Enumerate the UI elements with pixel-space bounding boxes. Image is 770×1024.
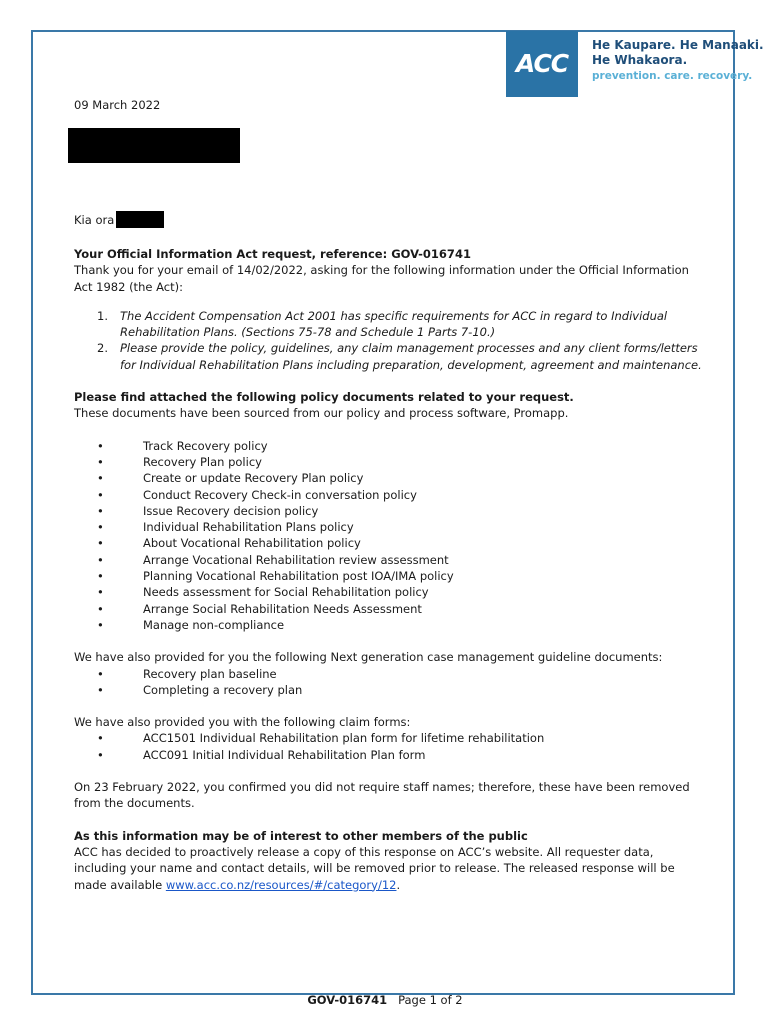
list-number: 1. bbox=[97, 308, 108, 323]
bullet-icon: • bbox=[97, 487, 104, 502]
bullet-icon: • bbox=[97, 471, 104, 486]
list-item bbox=[74, 747, 704, 763]
bullet-icon: • bbox=[97, 438, 104, 453]
list-item-text: ACC1501 Individual Rehabilitation plan form for lifetime rehabilitation bbox=[143, 731, 545, 746]
list-item bbox=[74, 730, 704, 746]
list-item-text: Arrange Social Rehabilitation Needs Assessment bbox=[143, 601, 422, 616]
intro-paragraph: Thank you for your email of 14/02/2022, asking for the following information under the Official Information Act 1982 (the Act): bbox=[74, 263, 689, 294]
bullet-icon: • bbox=[97, 454, 104, 469]
list-item-text: The Accident Compensation Act 2001 has specific requirements for ACC in regard to Individual Rehabilitation Plans. (Sections 75-78 and Schedule 1 Parts 7-10.) bbox=[120, 308, 668, 340]
acc-website-link[interactable]: www.acc.co.nz/resources/#/category/12 bbox=[165, 877, 397, 892]
list-item-text: Please provide the policy, guidelines, any claim management processes and any client forms/letters for Individual Rehabilitation Plans including preparation, development, agreement and maintenance. bbox=[120, 341, 702, 372]
guideline-list bbox=[74, 666, 704, 699]
staff-names-paragraph: On 23 February 2022, you confirmed you did not require staff names; therefore, these have been removed from the documents. bbox=[74, 780, 690, 811]
list-item-text: Recovery Plan policy bbox=[143, 454, 262, 469]
list-item bbox=[74, 308, 704, 341]
list-item bbox=[74, 552, 704, 568]
bullet-icon: • bbox=[97, 666, 104, 681]
footer-reference: GOV-016741 bbox=[307, 993, 388, 1007]
list-number: 2. bbox=[97, 341, 108, 356]
list-item bbox=[74, 487, 704, 503]
list-item-text: Issue Recovery decision policy bbox=[143, 503, 319, 518]
bullet-icon: • bbox=[97, 552, 104, 567]
bullet-icon: • bbox=[97, 617, 104, 632]
policy-intro: These documents have been sourced from our policy and process software, Promapp. bbox=[74, 406, 569, 421]
tagline bbox=[592, 38, 764, 84]
public-text: ACC has decided to proactively release a copy of this response on ACC’s website. All requester data, including your name and contact details, will be removed prior to release. The released response will be made available bbox=[74, 844, 675, 892]
list-item bbox=[74, 470, 704, 486]
tagline-line3: prevention. care. recovery. bbox=[592, 70, 753, 82]
list-item-text: Completing a recovery plan bbox=[143, 682, 303, 697]
bullet-icon: • bbox=[97, 585, 104, 600]
bullet-icon: • bbox=[97, 601, 104, 616]
public-end: . bbox=[396, 877, 401, 892]
list-item bbox=[74, 601, 704, 617]
list-item-text: Track Recovery policy bbox=[143, 438, 268, 453]
list-item bbox=[74, 438, 704, 454]
footer-page-number: Page 1 of 2 bbox=[398, 993, 463, 1007]
list-item bbox=[74, 682, 704, 698]
list-item-text: Conduct Recovery Check-in conversation policy bbox=[143, 487, 417, 502]
redacted-name bbox=[116, 211, 164, 228]
list-item bbox=[74, 519, 704, 535]
list-item-text: Recovery plan baseline bbox=[143, 666, 277, 681]
redacted-address bbox=[68, 128, 240, 163]
logo-text: ACC bbox=[515, 48, 569, 78]
list-item bbox=[74, 568, 704, 584]
list-item bbox=[74, 666, 704, 682]
bullet-icon: • bbox=[97, 503, 104, 518]
list-item bbox=[74, 454, 704, 470]
letter-date: 09 March 2022 bbox=[74, 98, 161, 112]
list-item-text: About Vocational Rehabilitation policy bbox=[143, 536, 361, 551]
letter-body bbox=[74, 246, 704, 893]
bullet-icon: • bbox=[97, 731, 104, 746]
bullet-icon: • bbox=[97, 520, 104, 535]
list-item bbox=[74, 503, 704, 519]
list-item bbox=[74, 340, 704, 373]
list-item bbox=[74, 617, 704, 633]
policy-heading: Please find attached the following policy documents related to your request. bbox=[74, 390, 574, 405]
guidelines-intro: We have also provided for you the following Next generation case management guideline documents: bbox=[74, 650, 663, 665]
form-list bbox=[74, 730, 704, 763]
acc-logo bbox=[506, 31, 578, 97]
forms-intro: We have also provided you with the following claim forms: bbox=[74, 715, 411, 730]
bullet-icon: • bbox=[97, 536, 104, 551]
public-paragraph bbox=[74, 844, 704, 893]
tagline-line2: He Whakaora. bbox=[592, 53, 688, 67]
list-item-text: ACC091 Initial Individual Rehabilitation Plan form bbox=[143, 747, 426, 762]
list-item bbox=[74, 584, 704, 600]
bullet-icon: • bbox=[97, 682, 104, 697]
page-footer bbox=[0, 992, 770, 1008]
list-item-text: Arrange Vocational Rehabilitation review assessment bbox=[143, 552, 449, 567]
greeting: Kia ora bbox=[74, 213, 115, 227]
list-item-text: Individual Rehabilitation Plans policy bbox=[143, 520, 354, 535]
list-item-text: Planning Vocational Rehabilitation post IOA/IMA policy bbox=[143, 569, 454, 584]
policy-list bbox=[74, 438, 704, 634]
list-item bbox=[74, 535, 704, 551]
list-item-text: Manage non-compliance bbox=[143, 617, 285, 632]
subject-line: Your Official Information Act request, reference: GOV-016741 bbox=[74, 247, 471, 261]
bullet-icon: • bbox=[97, 569, 104, 584]
public-heading: As this information may be of interest to other members of the public bbox=[74, 828, 528, 843]
request-list bbox=[74, 308, 704, 373]
tagline-line1: He Kaupare. He Manaaki. bbox=[592, 38, 764, 52]
list-item-text: Needs assessment for Social Rehabilitation policy bbox=[143, 585, 429, 600]
list-item-text: Create or update Recovery Plan policy bbox=[143, 471, 364, 486]
bullet-icon: • bbox=[97, 747, 104, 762]
